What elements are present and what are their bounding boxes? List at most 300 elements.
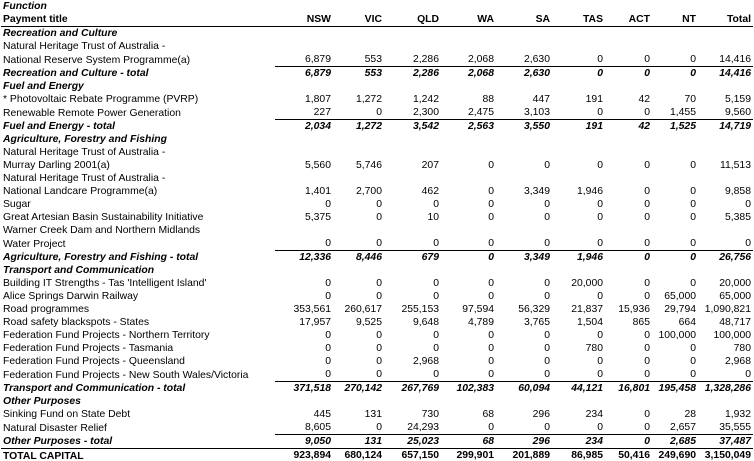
- value-cell: 1,807: [304, 94, 331, 105]
- value-cell: 24,293: [407, 422, 439, 433]
- value-cell: 255,153: [401, 304, 439, 315]
- value-cell: 0: [433, 369, 439, 380]
- value-cell: 296: [532, 409, 550, 420]
- value-cell: 0: [488, 422, 494, 433]
- value-cell: [552, 40, 605, 53]
- value-cell: 249,690: [652, 449, 698, 461]
- payment-title-cell: Agriculture, Forestry and Fishing - total: [3, 252, 199, 263]
- value-cell: 0: [544, 422, 550, 433]
- value-cell: 42: [638, 94, 650, 105]
- value-cell: [496, 40, 552, 53]
- value-cell: 0: [544, 278, 550, 289]
- value-cell: [333, 264, 384, 277]
- value-cell: 70: [684, 94, 696, 105]
- value-cell: 2,475: [467, 107, 494, 118]
- value-cell: [496, 264, 552, 277]
- value-cell: 0: [488, 186, 494, 197]
- value-cell: [384, 40, 441, 53]
- value-cell: 15,936: [618, 304, 650, 315]
- value-cell: 3,550: [496, 120, 552, 134]
- value-cell: 234: [585, 409, 603, 420]
- value-cell: 48,717: [719, 317, 751, 328]
- value-cell: 0: [745, 369, 751, 380]
- value-cell: 5,560: [304, 160, 331, 171]
- value-cell: 0: [488, 160, 494, 171]
- table-row: [1, 159, 753, 172]
- section-heading-row: [1, 133, 753, 146]
- value-cell: [275, 264, 333, 277]
- table-row: [1, 106, 753, 120]
- function-heading: Function: [3, 1, 47, 12]
- value-cell: 0: [488, 330, 494, 341]
- value-cell: 0: [544, 160, 550, 171]
- value-cell: 102,383: [441, 382, 496, 396]
- value-cell: 131: [333, 435, 384, 449]
- value-cell: 3,542: [384, 120, 441, 134]
- value-cell: 267,769: [384, 382, 441, 396]
- payment-title-cell: Road safety blackspots - States: [3, 317, 150, 328]
- value-cell: 0: [544, 356, 550, 367]
- value-cell: [496, 224, 552, 237]
- payment-title-cell: Building IT Strengths - Tas 'Intelligent Island': [3, 278, 207, 289]
- value-cell: [441, 224, 496, 237]
- value-cell: 0: [597, 330, 603, 341]
- value-cell: [552, 80, 605, 93]
- payment-title-cell: Federation Fund Projects - New South Wales/Victoria: [3, 369, 249, 381]
- value-cell: 0: [488, 369, 494, 380]
- value-cell: 10: [427, 212, 439, 223]
- value-cell: 0: [597, 291, 603, 302]
- value-cell: 9,560: [724, 107, 751, 118]
- value-cell: 657,150: [384, 449, 441, 461]
- value-cell: 0: [644, 54, 650, 65]
- value-cell: 2,286: [412, 54, 439, 65]
- value-cell: 191: [552, 120, 605, 134]
- value-cell: 8,446: [333, 251, 384, 265]
- value-cell: 1,946: [552, 251, 605, 265]
- value-cell: [698, 172, 753, 185]
- value-cell: 29,794: [664, 304, 696, 315]
- value-cell: 0: [488, 238, 494, 249]
- payment-title-continued-row: [1, 146, 753, 159]
- value-cell: 2,968: [724, 356, 751, 367]
- value-cell: 0: [433, 238, 439, 249]
- value-cell: 553: [364, 54, 382, 65]
- value-cell: 462: [421, 186, 439, 197]
- section-total-row: [1, 251, 753, 265]
- payment-title-cell: Other Purposes - total: [3, 436, 113, 447]
- value-cell: 191: [585, 94, 603, 105]
- value-cell: 1,401: [304, 186, 331, 197]
- value-cell: 2,657: [669, 422, 696, 433]
- value-cell: 0: [605, 251, 652, 265]
- value-cell: [333, 40, 384, 53]
- payment-title-cell: Transport and Communication: [3, 265, 155, 276]
- payment-title-cell: Natural Disaster Relief: [3, 422, 107, 434]
- value-cell: 0: [644, 291, 650, 302]
- value-cell: 11,513: [719, 160, 751, 171]
- value-cell: 0: [597, 212, 603, 223]
- payment-title-cell: Recreation and Culture: [3, 28, 118, 39]
- value-cell: 97,594: [462, 304, 494, 315]
- value-cell: 86,985: [552, 449, 605, 461]
- value-cell: 28: [684, 409, 696, 420]
- payment-title-cell: National Reserve System Programme(a): [3, 54, 191, 66]
- table-row: [1, 342, 753, 355]
- value-cell: 447: [532, 94, 550, 105]
- value-cell: 0: [488, 212, 494, 223]
- value-cell: [384, 224, 441, 237]
- value-cell: 227: [313, 107, 331, 118]
- value-cell: [275, 133, 333, 146]
- value-cell: [441, 27, 496, 41]
- value-cell: 0: [325, 278, 331, 289]
- value-cell: 3,103: [523, 107, 550, 118]
- value-cell: [605, 80, 652, 93]
- value-cell: 20,000: [571, 278, 603, 289]
- value-cell: 131: [364, 409, 382, 420]
- value-cell: 0: [376, 369, 382, 380]
- value-cell: 0: [597, 160, 603, 171]
- column-header-sa: SA: [496, 13, 552, 27]
- payment-title-cell: Warner Creek Dam and Northern Midlands: [3, 225, 201, 236]
- value-cell: 1,272: [355, 94, 382, 105]
- value-cell: 56,329: [518, 304, 550, 315]
- value-cell: [605, 133, 652, 146]
- value-cell: 0: [488, 199, 494, 210]
- value-cell: 0: [488, 356, 494, 367]
- value-cell: 3,150,049: [698, 449, 753, 461]
- value-cell: 0: [433, 291, 439, 302]
- value-cell: 1,090,821: [704, 304, 751, 315]
- section-heading-row: [1, 264, 753, 277]
- value-cell: [652, 27, 698, 41]
- payment-title-cell: Transport and Communication - total: [3, 383, 186, 394]
- payment-title-cell: Natural Heritage Trust of Australia -: [3, 41, 166, 52]
- section-heading-row: [1, 27, 753, 41]
- value-cell: 0: [544, 343, 550, 354]
- value-cell: 5,385: [724, 212, 751, 223]
- value-cell: 0: [433, 278, 439, 289]
- value-cell: 0: [644, 356, 650, 367]
- value-cell: [441, 133, 496, 146]
- value-cell: 68: [482, 409, 494, 420]
- value-cell: [552, 224, 605, 237]
- value-cell: [441, 80, 496, 93]
- table-row: [1, 329, 753, 342]
- value-cell: 14,416: [698, 67, 753, 81]
- value-cell: [441, 395, 496, 408]
- value-cell: 680,124: [333, 449, 384, 461]
- value-cell: 50,416: [605, 449, 652, 461]
- payment-title-cell: Renewable Remote Power Generation: [3, 107, 181, 119]
- value-cell: 68: [441, 435, 496, 449]
- value-cell: 60,094: [496, 382, 552, 396]
- value-cell: 42: [605, 120, 652, 134]
- value-cell: [384, 146, 441, 159]
- value-cell: 0: [544, 330, 550, 341]
- value-cell: 8,605: [304, 422, 331, 433]
- value-cell: [441, 172, 496, 185]
- value-cell: [275, 27, 333, 41]
- table-row: [1, 237, 753, 251]
- section-heading-row: [1, 395, 753, 408]
- value-cell: [552, 146, 605, 159]
- value-cell: 2,286: [384, 67, 441, 81]
- payment-title-cell: Federation Fund Projects - Tasmania: [3, 343, 174, 354]
- value-cell: 0: [690, 199, 696, 210]
- value-cell: 3,349: [523, 186, 550, 197]
- section-heading-row: [1, 80, 753, 93]
- column-header-act: ACT: [605, 13, 652, 27]
- value-cell: 553: [333, 67, 384, 81]
- value-cell: 6,879: [275, 67, 333, 81]
- value-cell: 0: [605, 435, 652, 449]
- value-cell: [605, 395, 652, 408]
- value-cell: 1,455: [669, 107, 696, 118]
- value-cell: 0: [376, 107, 382, 118]
- value-cell: 2,563: [441, 120, 496, 134]
- value-cell: [333, 172, 384, 185]
- value-cell: 0: [690, 369, 696, 380]
- value-cell: 270,142: [333, 382, 384, 396]
- value-cell: [605, 172, 652, 185]
- section-total-row: [1, 435, 753, 449]
- table-row: [1, 290, 753, 303]
- payment-title-cell: Natural Heritage Trust of Australia -: [3, 173, 166, 184]
- value-cell: [652, 264, 698, 277]
- payment-title-cell: Fuel and Energy - total: [3, 121, 115, 132]
- value-cell: 0: [376, 422, 382, 433]
- value-cell: 1,242: [412, 94, 439, 105]
- value-cell: [275, 395, 333, 408]
- value-cell: 0: [690, 186, 696, 197]
- payment-title-cell: Alice Springs Darwin Railway: [3, 291, 139, 302]
- value-cell: [605, 27, 652, 41]
- table-body: [1, 27, 753, 461]
- payment-title-heading: Payment title: [1, 13, 275, 27]
- value-cell: [496, 172, 552, 185]
- value-cell: [652, 146, 698, 159]
- value-cell: 0: [745, 238, 751, 249]
- value-cell: [652, 40, 698, 53]
- value-cell: 0: [544, 369, 550, 380]
- value-cell: [496, 395, 552, 408]
- value-cell: [698, 395, 753, 408]
- value-cell: 20,000: [719, 278, 751, 289]
- column-header-tas: TAS: [552, 13, 605, 27]
- value-cell: [698, 224, 753, 237]
- value-cell: 0: [325, 238, 331, 249]
- column-header-qld: QLD: [384, 13, 441, 27]
- value-cell: 6,879: [304, 54, 331, 65]
- value-cell: 0: [376, 212, 382, 223]
- value-cell: 2,968: [412, 356, 439, 367]
- value-cell: 679: [384, 251, 441, 265]
- payment-title-continued-row: [1, 172, 753, 185]
- value-cell: 0: [690, 278, 696, 289]
- value-cell: [441, 146, 496, 159]
- payment-title-cell: Federation Fund Projects - Queensland: [3, 356, 185, 367]
- value-cell: [698, 133, 753, 146]
- value-cell: [552, 133, 605, 146]
- value-cell: [652, 133, 698, 146]
- value-cell: 3,765: [523, 317, 550, 328]
- payment-title-cell: Murray Darling 2001(a): [3, 160, 110, 171]
- value-cell: [496, 80, 552, 93]
- value-cell: 0: [644, 238, 650, 249]
- value-cell: 0: [690, 54, 696, 65]
- value-cell: [384, 80, 441, 93]
- payment-title-cell: Road programmes: [3, 304, 90, 315]
- column-header-nt: NT: [652, 13, 698, 27]
- value-cell: 2,685: [652, 435, 698, 449]
- value-cell: 9,858: [724, 186, 751, 197]
- value-cell: [605, 40, 652, 53]
- table-row: [1, 93, 753, 106]
- value-cell: 1,328,286: [698, 382, 753, 396]
- payment-title-cell: Natural Heritage Trust of Australia -: [3, 147, 166, 158]
- value-cell: 0: [376, 238, 382, 249]
- column-header-wa: WA: [441, 13, 496, 27]
- value-cell: 0: [552, 67, 605, 81]
- value-cell: 865: [632, 317, 650, 328]
- payment-title-cell: * Photovoltaic Rebate Programme (PVRP): [3, 94, 199, 105]
- value-cell: 296: [496, 435, 552, 449]
- table-row: [1, 355, 753, 368]
- value-cell: 0: [644, 107, 650, 118]
- value-cell: 371,518: [275, 382, 333, 396]
- value-cell: [333, 395, 384, 408]
- value-cell: 0: [544, 291, 550, 302]
- value-cell: 0: [325, 343, 331, 354]
- value-cell: 21,837: [571, 304, 603, 315]
- value-cell: 0: [597, 54, 603, 65]
- value-cell: [496, 146, 552, 159]
- column-header-nsw: NSW: [275, 13, 333, 27]
- value-cell: [275, 80, 333, 93]
- value-cell: [496, 27, 552, 41]
- value-cell: 1,932: [724, 409, 751, 420]
- value-cell: [384, 264, 441, 277]
- value-cell: 100,000: [658, 330, 696, 341]
- value-cell: 0: [325, 369, 331, 380]
- value-cell: 26,756: [698, 251, 753, 265]
- value-cell: 0: [597, 107, 603, 118]
- capital-payments-table: [1, 0, 753, 461]
- value-cell: [605, 146, 652, 159]
- value-cell: 9,525: [355, 317, 382, 328]
- value-cell: 1,525: [652, 120, 698, 134]
- value-cell: 0: [376, 343, 382, 354]
- value-cell: 0: [644, 343, 650, 354]
- value-cell: 0: [597, 369, 603, 380]
- payment-title-cell: Sinking Fund on State Debt: [3, 409, 131, 420]
- value-cell: 14,719: [698, 120, 753, 134]
- section-total-row: [1, 120, 753, 134]
- value-cell: 9,050: [275, 435, 333, 449]
- value-cell: [552, 264, 605, 277]
- payment-title-cell: Water Project: [3, 238, 66, 250]
- table-row: [1, 421, 753, 435]
- value-cell: 0: [441, 251, 496, 265]
- table-row: [1, 368, 753, 382]
- payment-title-cell: Federation Fund Projects - Northern Territory: [3, 330, 210, 341]
- value-cell: 299,901: [441, 449, 496, 461]
- value-cell: [275, 172, 333, 185]
- value-cell: [605, 224, 652, 237]
- payment-title-cell: TOTAL CAPITAL: [1, 449, 275, 461]
- value-cell: [333, 27, 384, 41]
- value-cell: 0: [690, 160, 696, 171]
- section-total-row: [1, 382, 753, 396]
- payment-title-cell: Recreation and Culture - total: [3, 68, 149, 79]
- table-row: [1, 198, 753, 211]
- value-cell: 0: [597, 356, 603, 367]
- value-cell: 0: [644, 330, 650, 341]
- value-cell: [275, 224, 333, 237]
- column-header-total: Total: [698, 13, 753, 27]
- value-cell: 0: [488, 291, 494, 302]
- value-cell: 0: [325, 199, 331, 210]
- value-cell: [441, 40, 496, 53]
- value-cell: 0: [325, 330, 331, 341]
- value-cell: 0: [644, 212, 650, 223]
- value-cell: 2,034: [275, 120, 333, 134]
- value-cell: [552, 27, 605, 41]
- value-cell: 17,957: [299, 317, 331, 328]
- value-cell: 16,801: [605, 382, 652, 396]
- value-cell: 0: [597, 199, 603, 210]
- value-cell: 100,000: [713, 330, 751, 341]
- value-cell: [384, 133, 441, 146]
- value-cell: 0: [644, 160, 650, 171]
- value-cell: 65,000: [664, 291, 696, 302]
- header-row-columns: [1, 13, 753, 27]
- value-cell: [652, 80, 698, 93]
- value-cell: 260,617: [344, 304, 382, 315]
- value-cell: [275, 40, 333, 53]
- value-cell: [275, 146, 333, 159]
- value-cell: 5,159: [724, 94, 751, 105]
- value-cell: 730: [421, 409, 439, 420]
- value-cell: [698, 27, 753, 41]
- value-cell: 88: [482, 94, 494, 105]
- value-cell: 0: [376, 330, 382, 341]
- value-cell: [333, 80, 384, 93]
- value-cell: 35,555: [719, 422, 751, 433]
- value-cell: 0: [433, 330, 439, 341]
- value-cell: 234: [552, 435, 605, 449]
- column-header-vic: VIC: [333, 13, 384, 27]
- value-cell: 14,416: [719, 54, 751, 65]
- value-cell: 0: [488, 278, 494, 289]
- section-total-row: [1, 67, 753, 81]
- value-cell: 2,300: [412, 107, 439, 118]
- value-cell: 0: [597, 238, 603, 249]
- value-cell: 0: [690, 356, 696, 367]
- value-cell: 2,700: [355, 186, 382, 197]
- header-row-function: [1, 0, 753, 13]
- value-cell: 5,746: [355, 160, 382, 171]
- table-row: [1, 316, 753, 329]
- value-cell: [384, 395, 441, 408]
- value-cell: 0: [433, 343, 439, 354]
- table-row: [1, 53, 753, 67]
- value-cell: 0: [544, 199, 550, 210]
- value-cell: [496, 133, 552, 146]
- value-cell: 0: [325, 356, 331, 367]
